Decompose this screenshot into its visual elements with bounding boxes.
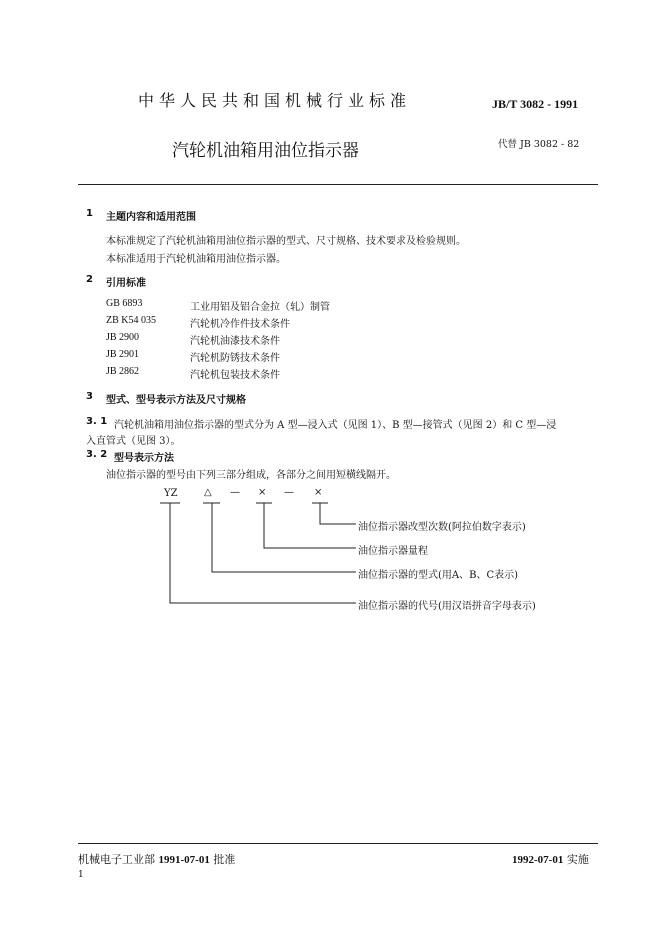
clause-3-1-line-2: 入直管式（见图 3）。 — [86, 436, 181, 447]
model-type-symbol: △ — [204, 487, 212, 498]
ref-code: ZB K54 035 — [106, 315, 156, 326]
ref-name: 汽轮机包装技术条件 — [190, 370, 280, 381]
ref-code: JB 2900 — [106, 332, 140, 343]
replaces-note: 代替 JB 3082 - 82 — [498, 139, 580, 150]
ref-name: 汽轮机冷作件技术条件 — [190, 319, 290, 330]
section-1-title: 主题内容和适用范围 — [106, 212, 196, 223]
approval-action: 批准 — [213, 853, 236, 866]
standard-code: JB/T 3082 - 1991 — [492, 97, 579, 111]
section-3-title: 型式、型号表示方法及尺寸规格 — [106, 395, 246, 406]
model-separator: — — [230, 487, 240, 498]
model-prefix: YZ — [164, 488, 178, 499]
page-number: 1 — [78, 870, 84, 880]
clause-3-2-number: 3. 2 — [86, 449, 108, 460]
ref-name: 汽轮机防锈技术条件 — [190, 353, 280, 364]
implementation-line — [512, 851, 589, 867]
section-2-number: 2 — [86, 274, 93, 285]
ref-name: 汽轮机油漆技术条件 — [190, 336, 280, 347]
label-code: 油位指示器的代号(用汉语拼音字母表示) — [358, 601, 536, 612]
prefix-leader — [170, 503, 356, 603]
revision-leader — [320, 503, 356, 524]
label-type: 油位指示器的型式(用A、B、C表示) — [358, 570, 519, 581]
section-3-number: 3 — [86, 391, 93, 402]
issuing-body: 中华人民共和国机械行业标准 — [138, 91, 412, 110]
clause-3-2-title: 型号表示方法 — [114, 453, 174, 464]
model-revision-symbol: × — [314, 487, 323, 498]
range-leader — [264, 503, 356, 548]
approval-line — [78, 851, 235, 867]
clause-3-2-para: 油位指示器的型号由下列三部分组成，各部分之间用短横线隔开。 — [106, 470, 396, 481]
model-separator: — — [284, 487, 294, 498]
ref-code: GB 6893 — [106, 298, 143, 309]
label-revision: 油位指示器改型次数(阿拉伯数字表示) — [358, 522, 526, 533]
implementation-action: 实施 — [566, 853, 589, 866]
ref-name: 工业用铝及铝合金拉（轧）制管 — [190, 302, 330, 313]
label-range: 油位指示器量程 — [358, 546, 428, 557]
approval-date: 1991-07-01 — [158, 854, 210, 866]
model-range-symbol: × — [258, 487, 267, 498]
footer-rule — [78, 843, 598, 844]
section-1-para-1: 本标准规定了汽轮机油箱用油位指示器的型式、尺寸规格、技术要求及检验规则。 — [106, 236, 466, 247]
section-1-number: 1 — [86, 208, 93, 219]
clause-3-1-line-1: 汽轮机油箱用油位指示器的型式分为 A 型—浸入式（见图 1）、B 型—接管式（见图 2）和 C 型—浸 — [114, 420, 557, 431]
type-leader — [212, 503, 356, 572]
document-title: 汽轮机油箱用油位指示器 — [172, 141, 359, 161]
approval-org: 机械电子工业部 — [78, 853, 155, 866]
section-1-para-2: 本标准适用于汽轮机油箱用油位指示器。 — [106, 254, 286, 265]
implementation-date: 1992-07-01 — [512, 854, 564, 866]
clause-3-1-number: 3. 1 — [86, 416, 108, 427]
ref-code: JB 2901 — [106, 349, 140, 360]
ref-code: JB 2862 — [106, 366, 140, 377]
section-2-title: 引用标准 — [106, 278, 146, 289]
